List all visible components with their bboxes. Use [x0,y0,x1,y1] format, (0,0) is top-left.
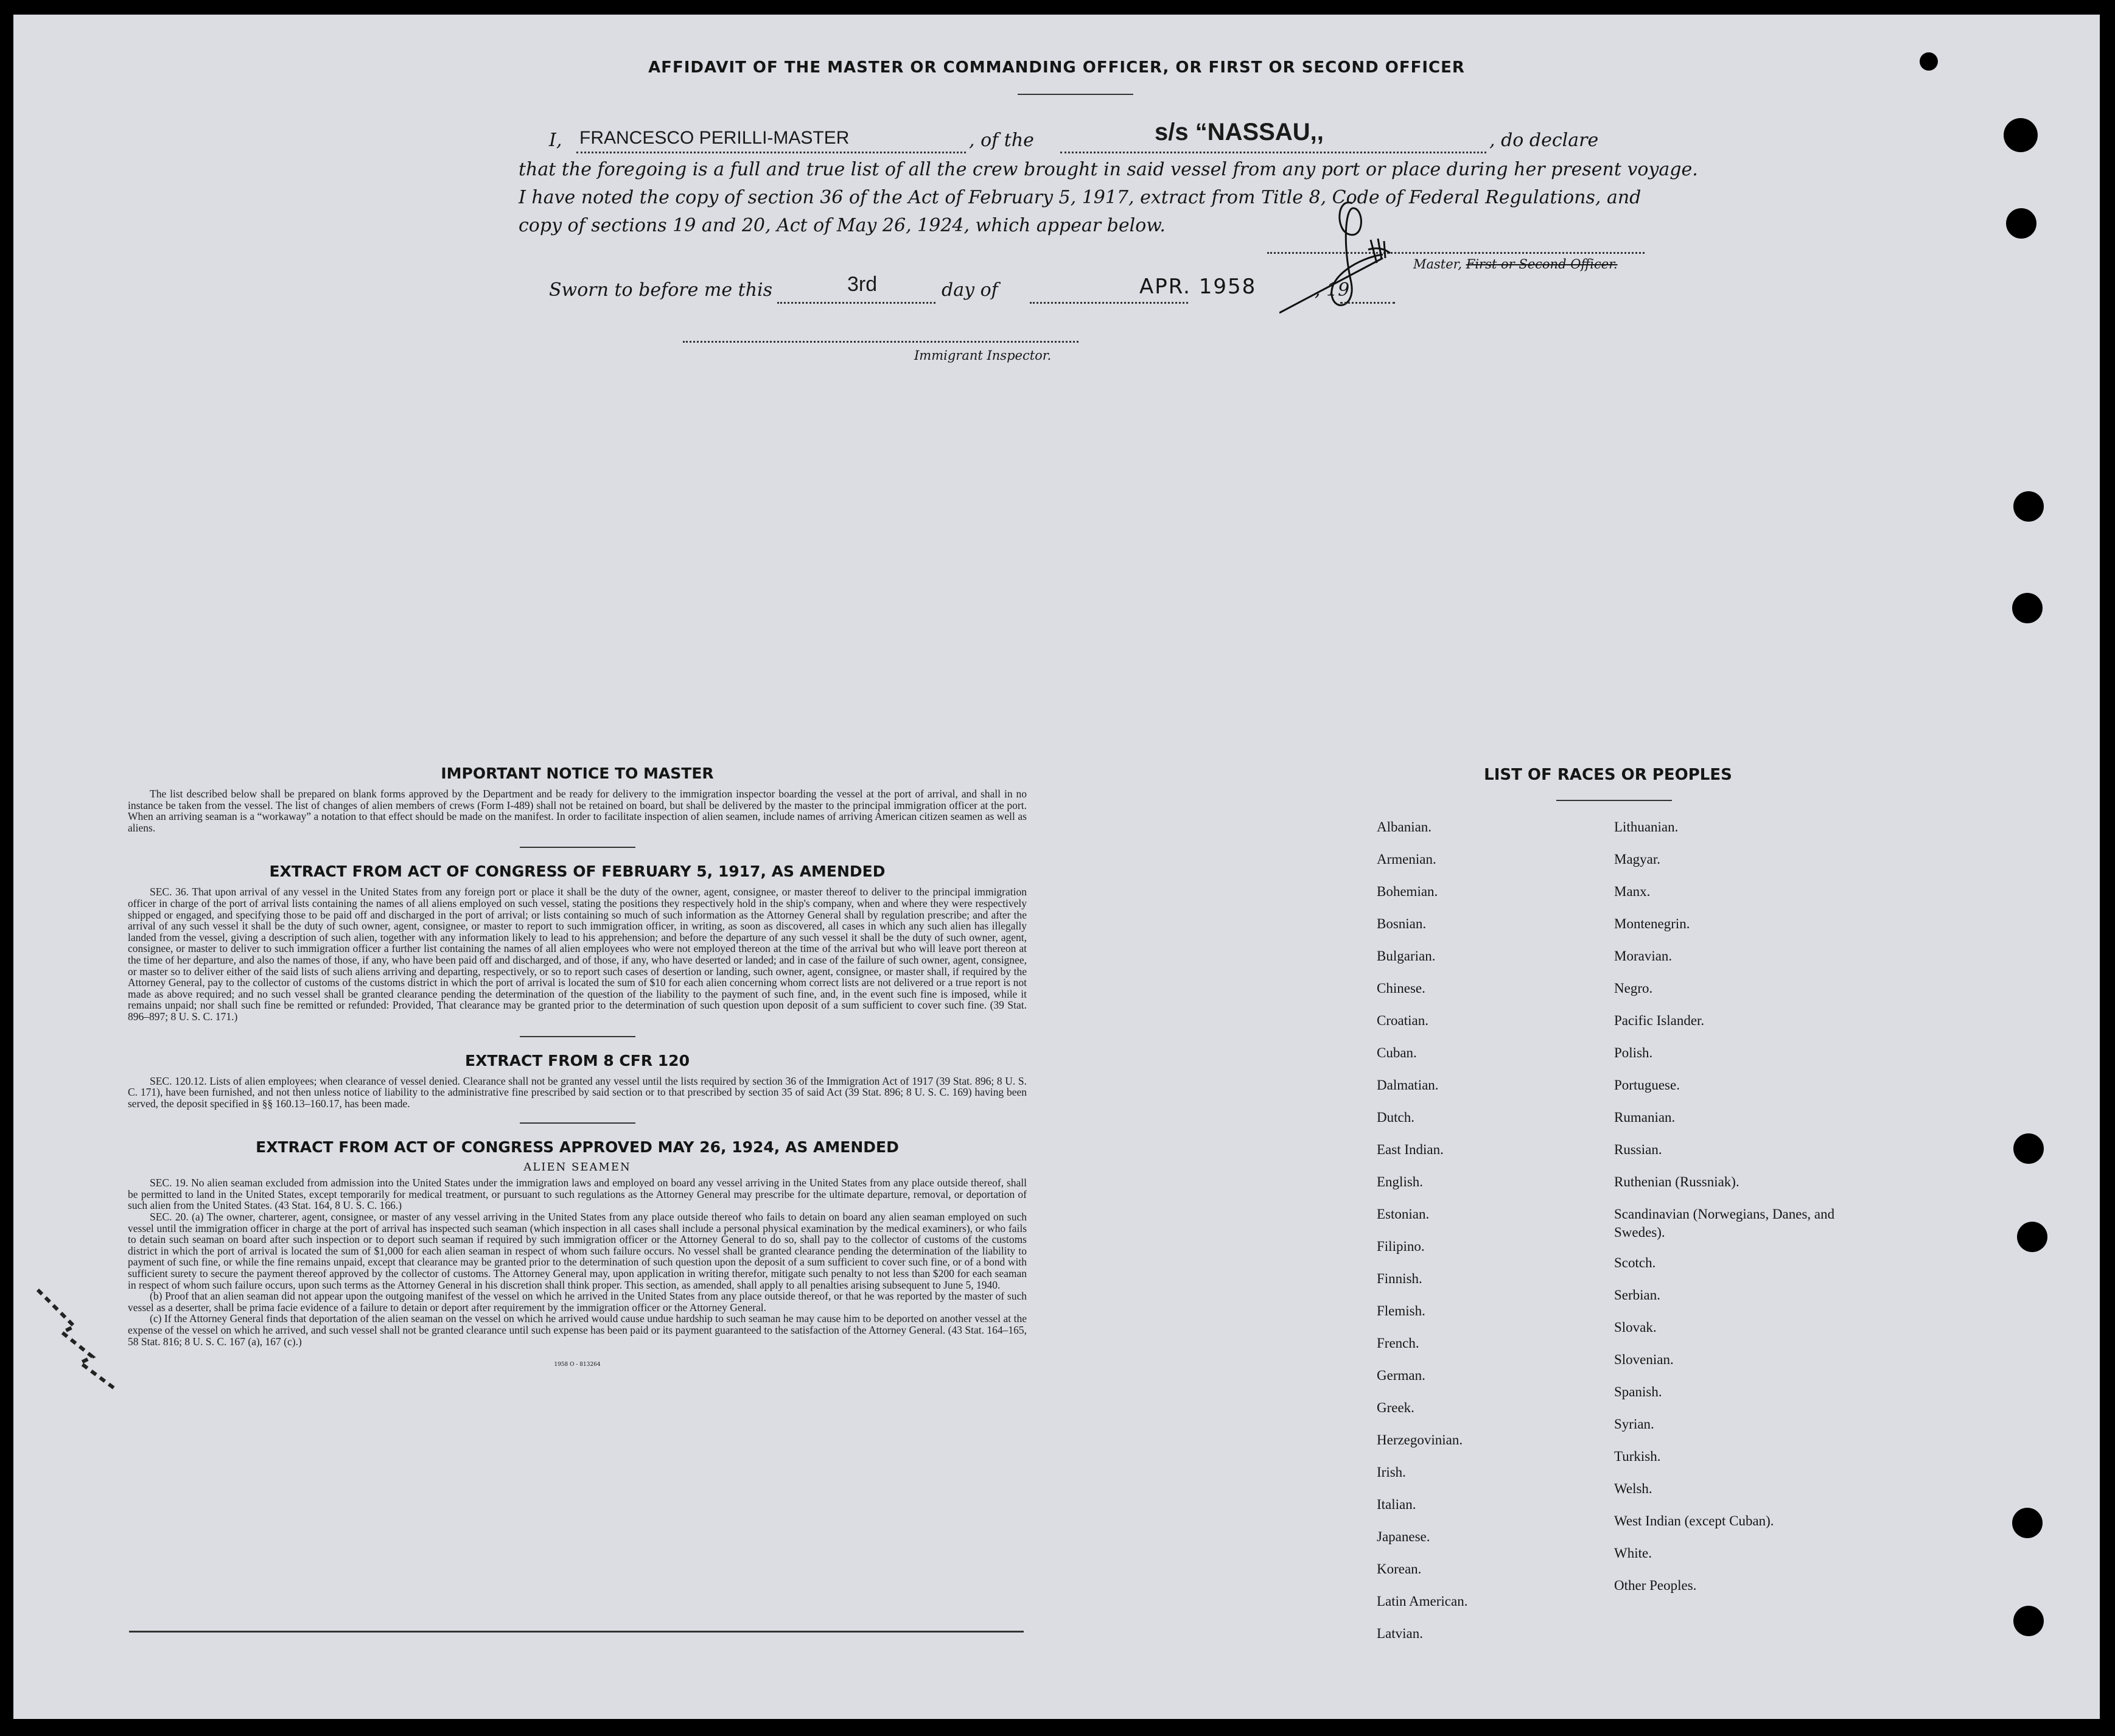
race-item: French. [1377,1335,1419,1351]
day-of-label: day of [942,279,998,301]
race-item: Bosnian. [1377,916,1427,931]
races-right-column [1614,818,1858,1609]
race-item: Herzegovinian. [1377,1432,1463,1447]
race-item: Rumanian. [1614,1110,1676,1125]
race-item: East Indian. [1377,1142,1444,1157]
year-label: , 19 [1315,279,1350,301]
signature-caption-struck: First or Second Officer. [1466,257,1618,271]
race-item: Greek. [1377,1400,1414,1415]
race-item: Russian. [1614,1142,1662,1157]
extract-1924-heading: EXTRACT FROM ACT OF CONGRESS APPROVED MAY 26, 1924, AS AMENDED [256,1138,899,1157]
section-divider [520,1036,635,1037]
race-item: Lithuanian. [1614,819,1679,835]
race-item: Montenegrin. [1614,916,1690,931]
sec20a-body: SEC. 20. (a) The owner, charterer, agent, consignee, or master of any vessel arriving in the United States from any place outside thereof who fails to detain on board any alien seaman employed on such vessel until the immigration officer in charge at the port of arrival has inspected such seaman (which inspection in all cases shall include a personal physical examination by the medical examiners), or who fails to detain such seaman on board after such inspection or to deport such seaman if required by such immigration officer or the Attorney General to do so, shall pay to the collector of customs of the customs district in which the port of arrival is located the sum of $1,000 for each alien seaman in respect of whom such failure occurs. No vessel shall be granted clearance pending the determination of the liability to payment of such fine, or while the fine remains unpaid, except that clearance may be granted prior to the determination of such question upon the deposit of a sum sufficient to cover such fine, or of a bond with sufficient surety to secure the payment thereof approved by the collector of customs. The Attorney General may, upon application in writing therefor, mitigate such penalty to not less than $200 for each seaman in respect of whom such failure occurs, upon such terms as the Attorney General in his discretion shall think proper. This section, as amended, shall apply to all penalties arising subsequent to June 5, 1940. [128,1211,1027,1291]
extract-cfr-heading: EXTRACT FROM 8 CFR 120 [465,1051,690,1069]
inspector-caption: Immigrant Inspector. [914,348,1052,363]
race-item: White. [1614,1545,1652,1561]
race-item: Dutch. [1377,1110,1414,1125]
race-item: Serbian. [1614,1287,1661,1303]
race-item: English. [1377,1174,1424,1189]
race-item: Bulgarian. [1377,948,1436,964]
race-item: Flemish. [1377,1303,1425,1318]
race-item: Croatian. [1377,1013,1428,1028]
race-item: Slovenian. [1614,1352,1674,1367]
race-item: Albanian. [1377,819,1432,835]
race-item: Italian. [1377,1497,1416,1512]
race-item: Irish. [1377,1465,1406,1480]
race-item: Estonian. [1377,1206,1430,1222]
inspector-signature-line [683,341,1078,343]
extract-1917-body: SEC. 36. That upon arrival of any vessel in the United States from any foreign port or place it shall be the duty of the owner, agent, consignee, or master thereof to deliver to the principal immigration officer in charge of the port of arrival lists containing the names of all aliens employed on such vessel, stating the positions they respectively hold in the ship's company, when and where they were respectively shipped or engaged, and specifying those to be paid off and discharged in the port of arrival; or lists containing so much of such information as the Attorney General shall by regulation prescribe; and after the arrival of any such vessel it shall be the duty of such owner, agent, consignee, or master to report to such immigration officer, in writing, as soon as discovered, all cases in which any such alien has illegally landed from the vessel, giving a description of such alien, together with any information likely to lead to his apprehension; and before the departure of any such vessel it shall be the duty of such owner, agent, consignee, or master to deliver to such immigration officer a further list containing the names of all alien employees who were not employed thereon at the time of the arrival but who will leave port thereon at the time of her departure, and also the names of those, if any, who have been paid off and discharged, and of those, if any, who have deserted or landed; and in case of the failure of such owner, agent, consignee, or master so to deliver either of the said lists of such aliens arriving and departing, respectively, or so to report such cases of desertion or landing, such owner, agent, consignee, or master shall, if required by the Attorney General, pay to the collector of customs of the customs district in which the port of arrival is located the sum of $10 for each alien concerning whom correct lists are not delivered or a true report is not made as above required; and no such vessel shall be granted clearance pending the determination of the question of the liability to the payment of such fine, and, in the event such fine is imposed, while it remains unpaid; nor shall such fine be remitted or refunded: Provided, That clearance may be granted prior to the determination of such question upon deposit of a sum sufficient to cover such fine. (39 Stat. 896–897; 8 U. S. C. 171.) [128,886,1027,1023]
sworn-date-stamp: APR. 1958 [1139,275,1257,299]
race-item: Korean. [1377,1561,1422,1577]
declaration-line-4: copy of sections 19 and 20, Act of May 26, 1924, which appear below. [519,215,1166,236]
title-divider [1018,94,1133,95]
date-fill-line [1030,302,1188,304]
race-item: Dalmatian. [1377,1077,1439,1093]
races-divider [1556,800,1672,801]
race-item: Moravian. [1614,948,1673,964]
declaration-line-1 [549,119,1663,156]
races-heading: LIST OF RACES OR PEOPLES [1484,766,1732,784]
ink-smudge [26,1284,147,1399]
race-item: Magyar. [1614,852,1661,867]
vessel-name-value: s/s “NASSAU,, [1155,119,1324,145]
race-item: Pacific Islander. [1614,1013,1705,1028]
race-item: Chinese. [1377,981,1425,996]
alien-seamen-subheading: ALIEN SEAMEN [523,1161,631,1174]
sec20c-body: (c) If the Attorney General finds that deportation of the alien seaman on the vessel on which he arrived would cause undue hardship to such seaman he may cause him to be deported on another vessel at the expense of the vessel on which he arrived, and such vessel shall not be granted clearance until such expense has been paid or its payment guaranteed to the satisfaction of the Attorney General. (43 Stat. 164–165, 58 Stat. 816; 8 U. S. C. 167 (a), 167 (c).) [128,1312,1027,1348]
race-item: Polish. [1614,1045,1653,1060]
name-fill-line [576,152,966,153]
punch-hole [2013,1133,2044,1164]
races-left-column [1377,818,1467,1657]
notice-column [128,765,1027,1368]
extract-1917-heading: EXTRACT FROM ACT OF CONGRESS OF FEBRUARY 5, 1917, AS AMENDED [269,863,886,881]
punch-hole [2004,118,2038,152]
sec20b-body: (b) Proof that an alien seaman did not appear upon the outgoing manifest of the vessel on which he arrived in the United States from any place outside thereof, or that he was reported by the master of such vessel as a deserter, shall be prima facie evidence of a failure to detain or deport after requirement by the immigration officer or the Attorney General. [128,1290,1027,1314]
do-declare-label: , do declare [1489,130,1599,151]
race-item: Latvian. [1377,1626,1423,1641]
signature-caption [1413,257,1618,271]
year-fill-line [1340,302,1395,304]
master-name-value: FRANCESCO PERILLI-MASTER [579,128,850,148]
signature-caption-master: Master, [1413,257,1463,271]
document-page [13,15,2100,1719]
race-item: German. [1377,1368,1425,1383]
punch-hole [2006,208,2036,239]
race-item: Slovak. [1614,1320,1657,1335]
sworn-line [549,275,1401,312]
section-divider [520,847,635,848]
affidavit-title: AFFIDAVIT OF THE MASTER OR COMMANDING OFFICER, OR FIRST OR SECOND OFFICER [648,58,1465,77]
race-item: Turkish. [1614,1449,1661,1464]
race-item: Portuguese. [1614,1077,1680,1093]
race-item: Ruthenian (Russniak). [1614,1174,1739,1189]
declaration-line-2: that the foregoing is a full and true list of all the crew brought in said vessel from any port or place during her present voyage. [519,159,1698,180]
race-item: Japanese. [1377,1529,1430,1544]
punch-hole [2012,1508,2043,1538]
race-item: Filipino. [1377,1239,1425,1254]
section-divider [520,1122,635,1124]
race-item: Manx. [1614,884,1651,899]
extract-cfr-body: SEC. 120.12. Lists of alien employees; when clearance of vessel denied. Clearance shall not be granted any vessel until the lists required by section 36 of the Immigration Act of 1917 (39 Stat. 896; 8 U. S. C. 171), have been furnished, and not then unless notice of liability to the administrative fine prescribed by said section or to that prescribed by section 35 of said Act (39 Stat. 896; 8 U. S. C. 169) having been served, the deposit specified in §§ 160.13–160.17, has been made. [128,1074,1027,1110]
day-fill-line [777,302,935,304]
punch-hole [2017,1222,2047,1252]
notice-heading: IMPORTANT NOTICE TO MASTER [441,765,714,782]
race-item: Negro. [1614,981,1653,996]
race-item: Cuban. [1377,1045,1417,1060]
race-item: Scotch. [1614,1255,1656,1270]
race-item: West Indian (except Cuban). [1614,1513,1774,1528]
punch-hole [2013,491,2044,522]
sworn-day-value: 3rd [847,273,878,296]
notice-body: The list described below shall be prepared on blank forms approved by the Department and be ready for delivery to the immigration inspector boarding the vessel at the port of arrival, and shall in no instance be taken from the vessel. The list of changes of alien members of crews (Form I-489) shall not be retained on board, but shall be delivered by the master to the principal immigration officer at the port. When an arriving seaman is a “workaway” a notation to that effect should be made on the manifest. In order to facilitate inspection of alien seamen, include names of arriving American citizen seamen as well as aliens. [128,788,1027,834]
punch-hole [2013,1606,2044,1636]
declaration-line-3: I have noted the copy of section 36 of the Act of February 5, 1917, extract from Title 8, Code of Federal Regulations, and [519,187,1641,208]
print-code: 1958 O - 813264 [554,1362,601,1368]
race-item: Bohemian. [1377,884,1438,899]
race-item: Other Peoples. [1614,1578,1697,1593]
race-item: Armenian. [1377,852,1436,867]
bottom-rule [129,1631,1024,1633]
sworn-label: Sworn to before me this [549,279,773,301]
race-item: Syrian. [1614,1416,1654,1432]
race-item: Finnish. [1377,1271,1422,1286]
race-item: Spanish. [1614,1384,1662,1399]
race-item: Welsh. [1614,1481,1652,1496]
vessel-fill-line [1060,152,1486,153]
of-the-label: , of the [969,130,1034,151]
race-item: Latin American. [1377,1594,1468,1609]
i-label: I, [549,130,562,151]
race-item: Scandinavian (Norwegians, Danes, and Swedes). [1614,1206,1835,1240]
punch-hole [2012,593,2043,623]
sec19-body: SEC. 19. No alien seaman excluded from admission into the United States under the immigration laws and employed on board any vessel arriving in the United States from any place outside thereof, shall be permitted to land in the United States, except temporarily for medical treatment, or pursuant to such regulations as the Attorney General may prescribe for the ultimate departure, removal, or deportation of such alien from the United States. (43 Stat. 164, 8 U. S. C. 166.) [128,1177,1027,1212]
